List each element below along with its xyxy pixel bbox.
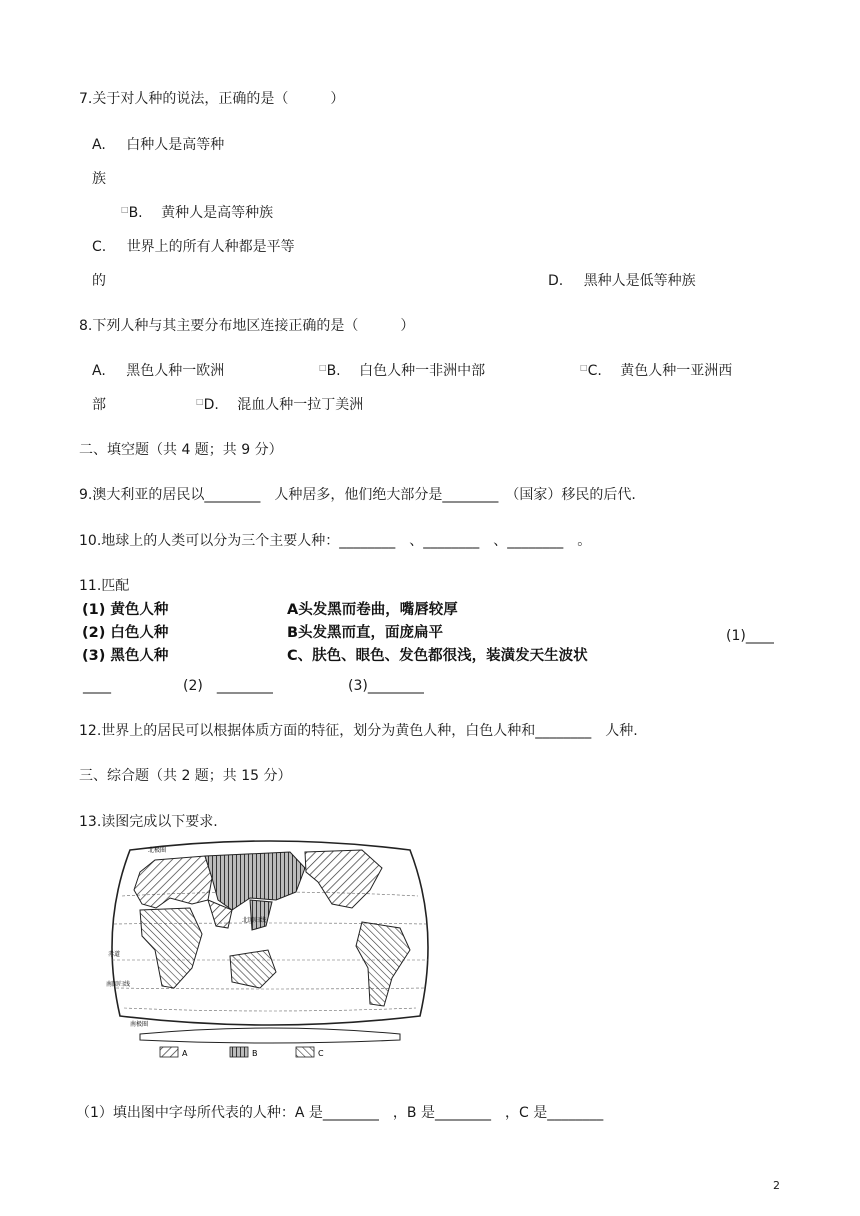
- q7-option-b[interactable]: [121, 206, 273, 220]
- option-letter: B.: [128, 205, 143, 221]
- q11-left-item-1: (1) 黄色人种: [82, 602, 169, 618]
- q7-option-c[interactable]: [92, 240, 295, 254]
- q13-sub1-text: （1）填出图中字母所代表的人种：A 是________ ，B 是________ ，C 是________: [76, 1105, 604, 1121]
- q11-right-item-c: C、肤色、眼色、发色都很浅，装潢发天生波状: [287, 648, 588, 664]
- q11-left-item-3: (3) 黑色人种: [82, 648, 169, 664]
- q11-blank-3[interactable]: (3)________: [348, 678, 424, 694]
- q12-text: 12.世界上的居民可以根据体质方面的特征，划分为黄色人种，白色人种和________ 人种.: [79, 723, 638, 739]
- q11-left-item-2: (2) 白色人种: [82, 625, 169, 641]
- q8-option-c-continued: 部: [92, 397, 106, 413]
- world-race-distribution-map: [100, 838, 440, 1066]
- label-antarctic: 南极圈: [130, 1021, 149, 1028]
- option-text: 黑色人种一欧洲: [126, 363, 225, 379]
- q11-right-item-b: B头发黑而直，面庞扁平: [287, 625, 444, 641]
- legend-label-c: C: [318, 1049, 324, 1058]
- option-marker-icon: □: [121, 205, 129, 214]
- legend-label-a: A: [182, 1049, 188, 1058]
- option-marker-icon: □: [319, 363, 327, 372]
- option-text: 黄种人是高等种族: [161, 205, 274, 221]
- option-text: 混血人种一拉丁美洲: [237, 397, 364, 413]
- legend-label-b: B: [252, 1049, 258, 1058]
- region-antarctica: [140, 1028, 400, 1043]
- q7-option-d[interactable]: [548, 274, 696, 288]
- option-text: 白种人是高等种: [126, 137, 225, 153]
- option-letter: A.: [92, 363, 106, 379]
- option-letter: D.: [203, 397, 219, 413]
- q11-blank-1-continued[interactable]: ____: [83, 678, 111, 694]
- option-letter: A.: [92, 137, 106, 153]
- option-text: 黑种人是低等种族: [583, 273, 696, 289]
- option-text: 白色人种一非洲中部: [359, 363, 486, 379]
- legend-swatch-b: [230, 1047, 248, 1057]
- q11-blank-1[interactable]: (1)____: [726, 628, 774, 644]
- q11-right-item-a: A头发黑而卷曲，嘴唇较厚: [287, 602, 458, 618]
- q8-option-c[interactable]: [580, 364, 732, 378]
- q13-stem: 13.读图完成以下要求.: [79, 814, 218, 830]
- label-equator: 赤道: [108, 951, 121, 958]
- section-heading-fill-blank: 二、填空题（共 4 题；共 9 分）: [79, 442, 283, 458]
- q8-option-d[interactable]: [196, 398, 363, 412]
- page-number: 2: [773, 1179, 780, 1192]
- label-tropic-south: 南回归线: [106, 981, 131, 988]
- label-tropic-north: 北回归线: [242, 917, 267, 924]
- q7-option-a-continued: 族: [92, 171, 106, 187]
- label-arctic: 北极圈: [148, 847, 167, 854]
- legend-swatch-c: [296, 1047, 314, 1057]
- map-legend: [160, 1047, 324, 1058]
- q9-text: 9.澳大利亚的居民以________ 人种居多，他们绝大部分是________ （国家）移民的后代.: [79, 487, 636, 503]
- option-marker-icon: □: [580, 363, 588, 372]
- q11-blank-2[interactable]: (2) ________: [183, 678, 273, 694]
- q7-option-c-continued: 的: [92, 273, 106, 289]
- option-letter: B.: [326, 363, 341, 379]
- option-letter: C.: [587, 363, 602, 379]
- q8-option-b[interactable]: [319, 364, 485, 378]
- q11-title: 11.匹配: [79, 578, 130, 594]
- option-letter: C.: [92, 239, 107, 255]
- q7-stem: 7.关于对人种的说法，正确的是（ ）: [79, 91, 345, 107]
- option-letter: D.: [548, 273, 564, 289]
- option-text: 世界上的所有人种都是平等: [126, 239, 295, 255]
- q7-option-a[interactable]: [92, 138, 224, 152]
- legend-swatch-a: [160, 1047, 178, 1057]
- section-heading-comprehensive: 三、综合题（共 2 题；共 15 分）: [79, 768, 292, 784]
- q10-text: 10.地球上的人类可以分为三个主要人种：________ 、________ 、________ 。: [79, 533, 592, 549]
- option-marker-icon: □: [196, 397, 204, 406]
- q8-stem: 8.下列人种与其主要分布地区连接正确的是（ ）: [79, 318, 415, 334]
- option-text: 黄色人种一亚洲西: [620, 363, 733, 379]
- q8-option-a[interactable]: [92, 364, 224, 378]
